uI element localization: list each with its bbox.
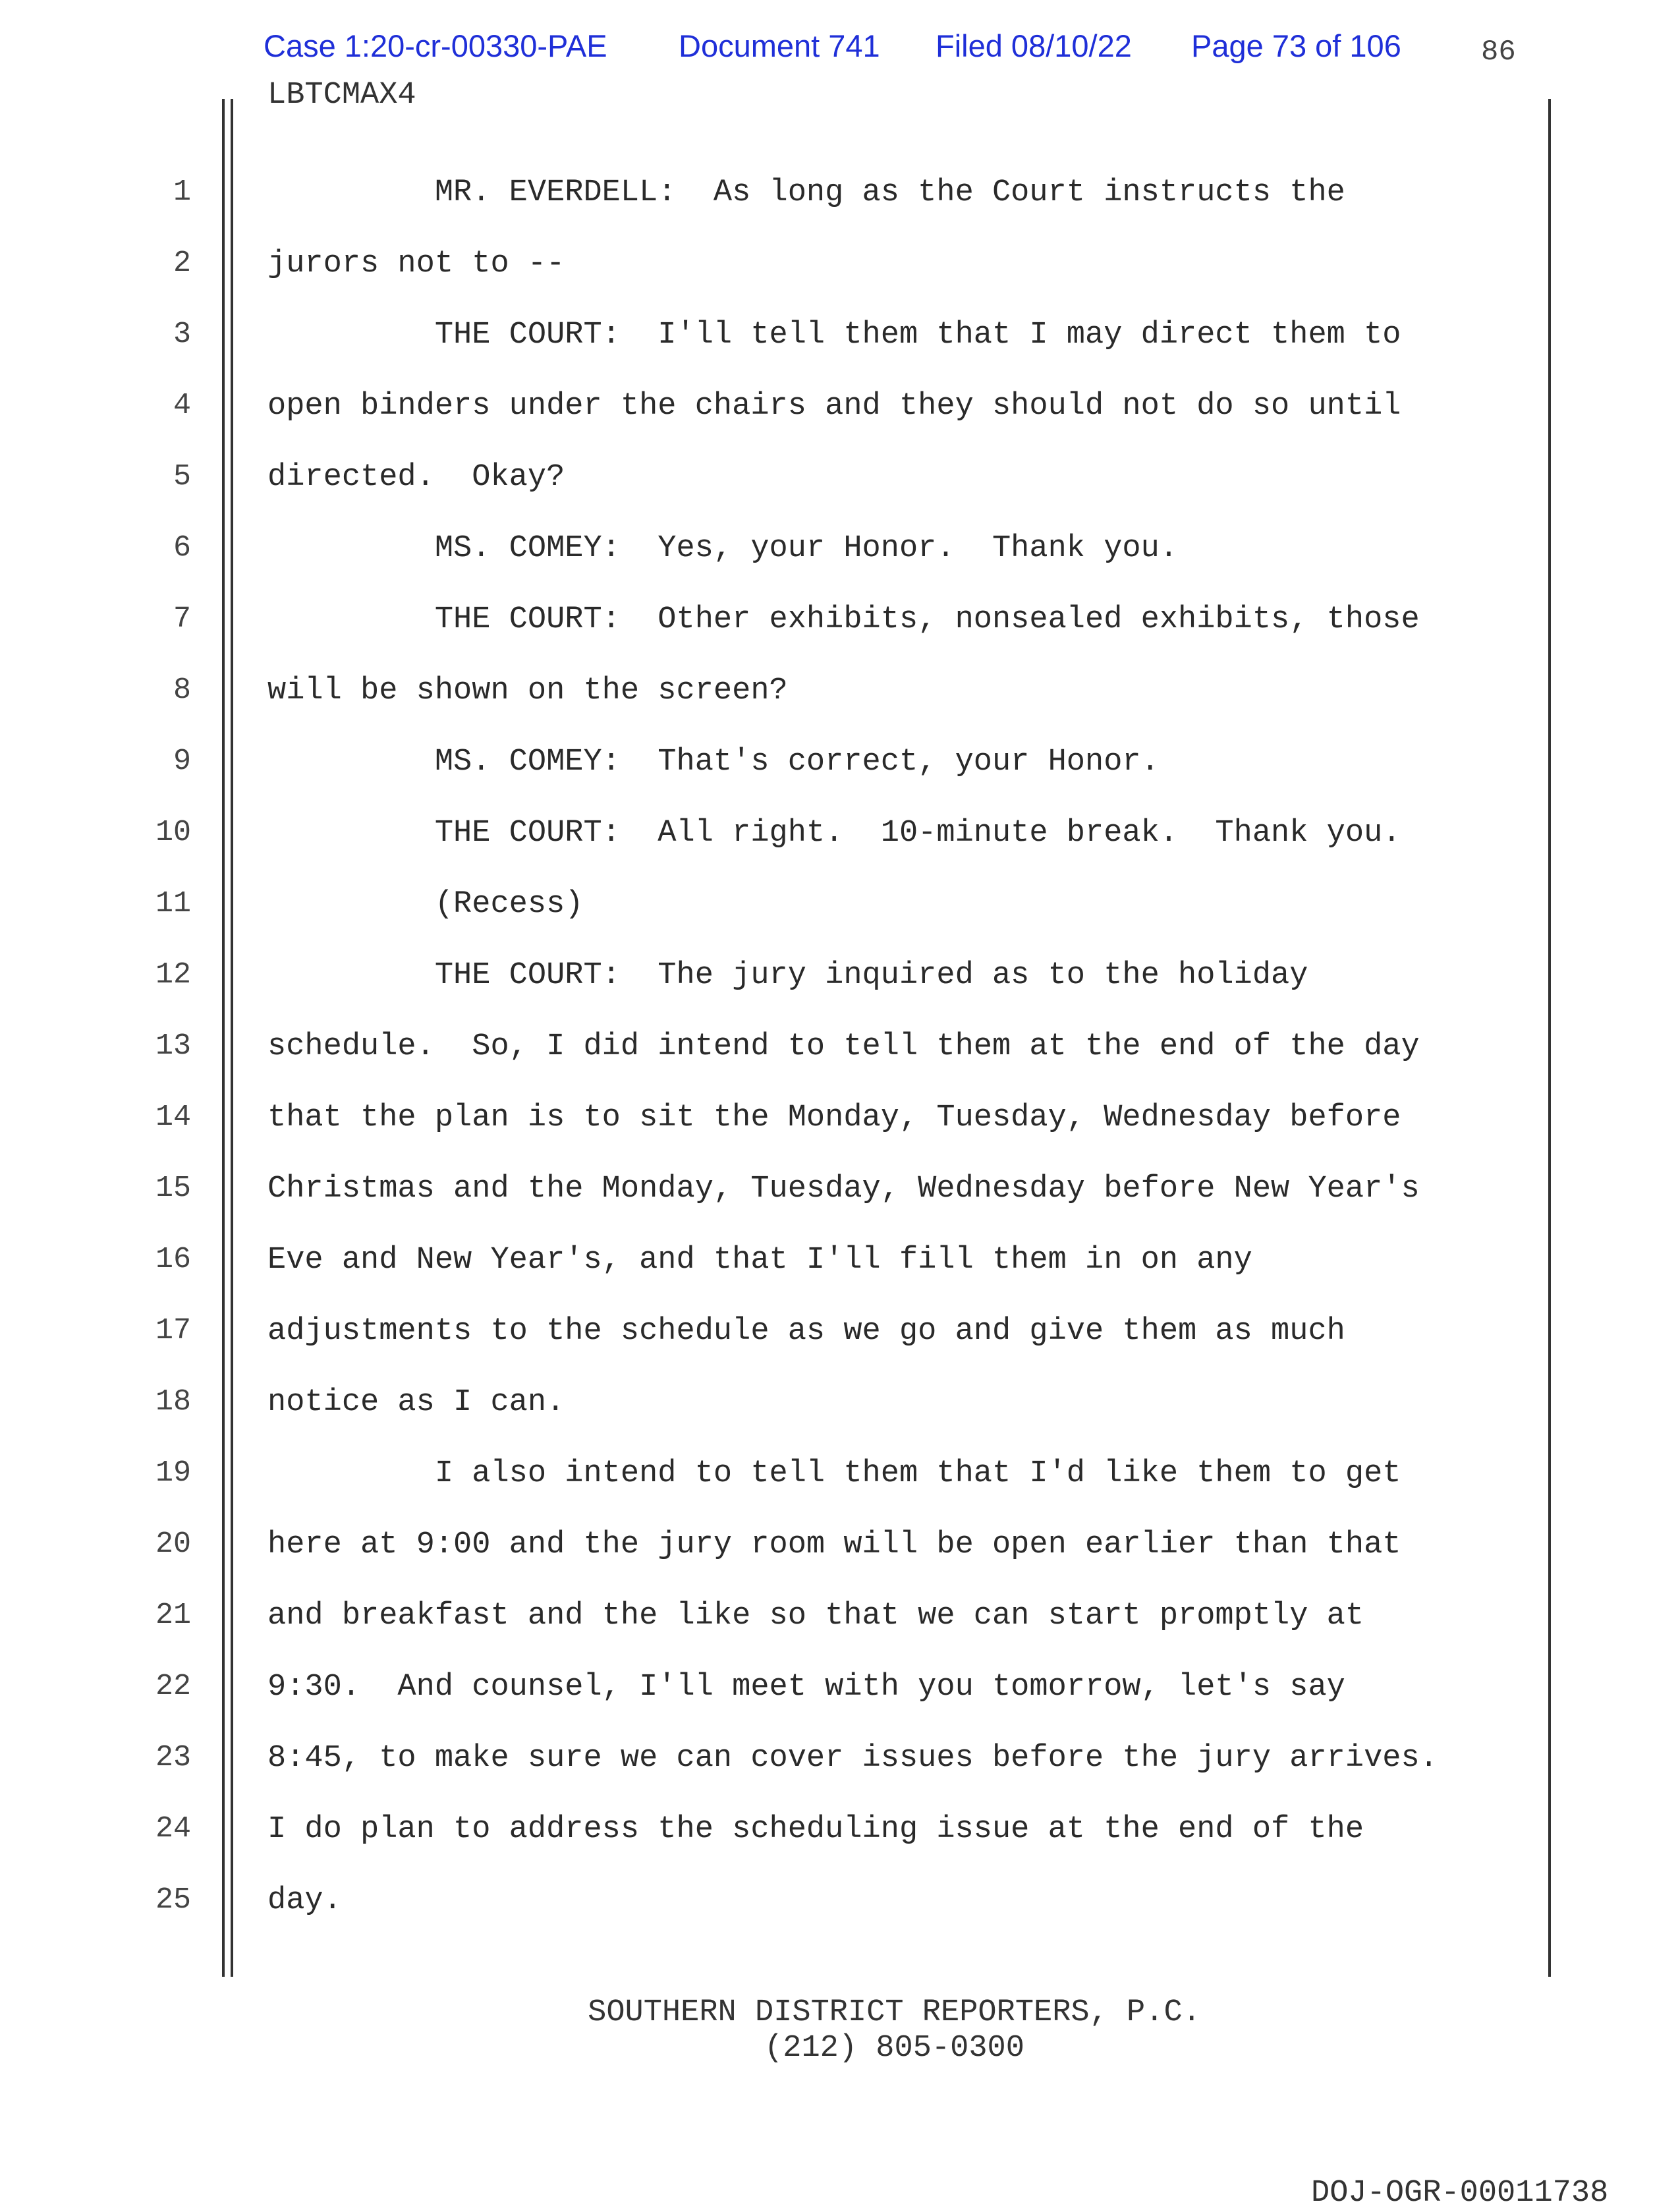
line-number: 11: [155, 887, 191, 921]
line-number: 17: [155, 1314, 191, 1347]
line-number: 25: [155, 1883, 191, 1917]
transcript-line: here at 9:00 and the jury room will be open earlier than that: [267, 1527, 1401, 1562]
line-number: 12: [155, 958, 191, 992]
transcript-line: schedule. So, I did intend to tell them at the end of the day: [267, 1029, 1420, 1064]
transcript-line: adjustments to the schedule as we go and give them as much: [267, 1314, 1345, 1349]
right-margin-rule: [1548, 99, 1551, 1977]
left-margin-rule-inner: [231, 99, 233, 1977]
line-number: 14: [155, 1100, 191, 1134]
line-number: 5: [173, 460, 191, 494]
line-number: 6: [173, 531, 191, 565]
line-number: 21: [155, 1599, 191, 1632]
line-number: 24: [155, 1812, 191, 1846]
line-number: 19: [155, 1456, 191, 1490]
case-number: Case 1:20-cr-00330-PAE: [264, 28, 607, 63]
line-number: 2: [173, 246, 191, 280]
line-number: 23: [155, 1741, 191, 1774]
transcript-line: (Recess): [267, 887, 584, 922]
line-number: 15: [155, 1172, 191, 1205]
transcript-line: jurors not to --: [267, 246, 565, 281]
line-number: 20: [155, 1527, 191, 1561]
transcript-line: MS. COMEY: That's correct, your Honor.: [267, 745, 1160, 780]
reporter-phone: (212) 805-0300: [764, 2031, 1024, 2066]
line-number: 1: [173, 175, 191, 209]
document-number: Document 741: [679, 28, 880, 63]
transcript-page-number: 86: [1481, 36, 1516, 69]
transcript-line: THE COURT: All right. 10-minute break. Thank you.: [267, 816, 1401, 851]
line-number: 22: [155, 1670, 191, 1703]
transcript-line: THE COURT: I'll tell them that I may direct them to: [267, 318, 1401, 353]
transcript-line: open binders under the chairs and they should not do so until: [267, 389, 1401, 424]
transcript-line: 8:45, to make sure we can cover issues before the jury arrives.: [267, 1741, 1438, 1776]
line-number: 4: [173, 389, 191, 422]
transcript-line: THE COURT: Other exhibits, nonsealed exhibits, those: [267, 602, 1420, 637]
transcript-line: will be shown on the screen?: [267, 673, 788, 708]
bates-number: DOJ-OGR-00011738: [1311, 2176, 1609, 2211]
line-number: 3: [173, 318, 191, 351]
transcript-line: directed. Okay?: [267, 460, 565, 495]
transcript-line: MR. EVERDELL: As long as the Court instructs the: [267, 175, 1345, 210]
transcript-line: notice as I can.: [267, 1385, 565, 1420]
transcript-code: LBTCMAX4: [267, 78, 416, 113]
page-count: Page 73 of 106: [1191, 28, 1401, 63]
line-number: 16: [155, 1243, 191, 1276]
transcript-line: that the plan is to sit the Monday, Tuesday, Wednesday before: [267, 1100, 1401, 1135]
reporter-name: SOUTHERN DISTRICT REPORTERS, P.C.: [588, 1995, 1201, 2030]
line-number: 7: [173, 602, 191, 636]
transcript-line: and breakfast and the like so that we can start promptly at: [267, 1599, 1364, 1633]
line-number: 13: [155, 1029, 191, 1063]
transcript-line: I also intend to tell them that I'd like them to get: [267, 1456, 1401, 1491]
transcript-line: MS. COMEY: Yes, your Honor. Thank you.: [267, 531, 1179, 566]
transcript-line: THE COURT: The jury inquired as to the holiday: [267, 958, 1308, 993]
transcript-line: Christmas and the Monday, Tuesday, Wednesday before New Year's: [267, 1172, 1420, 1206]
transcript-line: day.: [267, 1883, 342, 1918]
line-number: 18: [155, 1385, 191, 1419]
line-number: 8: [173, 673, 191, 707]
line-number: 10: [155, 816, 191, 849]
filed-date: Filed 08/10/22: [936, 28, 1132, 63]
line-number: 9: [173, 745, 191, 778]
transcript-line: 9:30. And counsel, I'll meet with you tomorrow, let's say: [267, 1670, 1345, 1705]
left-margin-rule-outer: [222, 99, 225, 1977]
transcript-line: Eve and New Year's, and that I'll fill them in on any: [267, 1243, 1252, 1278]
transcript-line: I do plan to address the scheduling issue at the end of the: [267, 1812, 1364, 1847]
